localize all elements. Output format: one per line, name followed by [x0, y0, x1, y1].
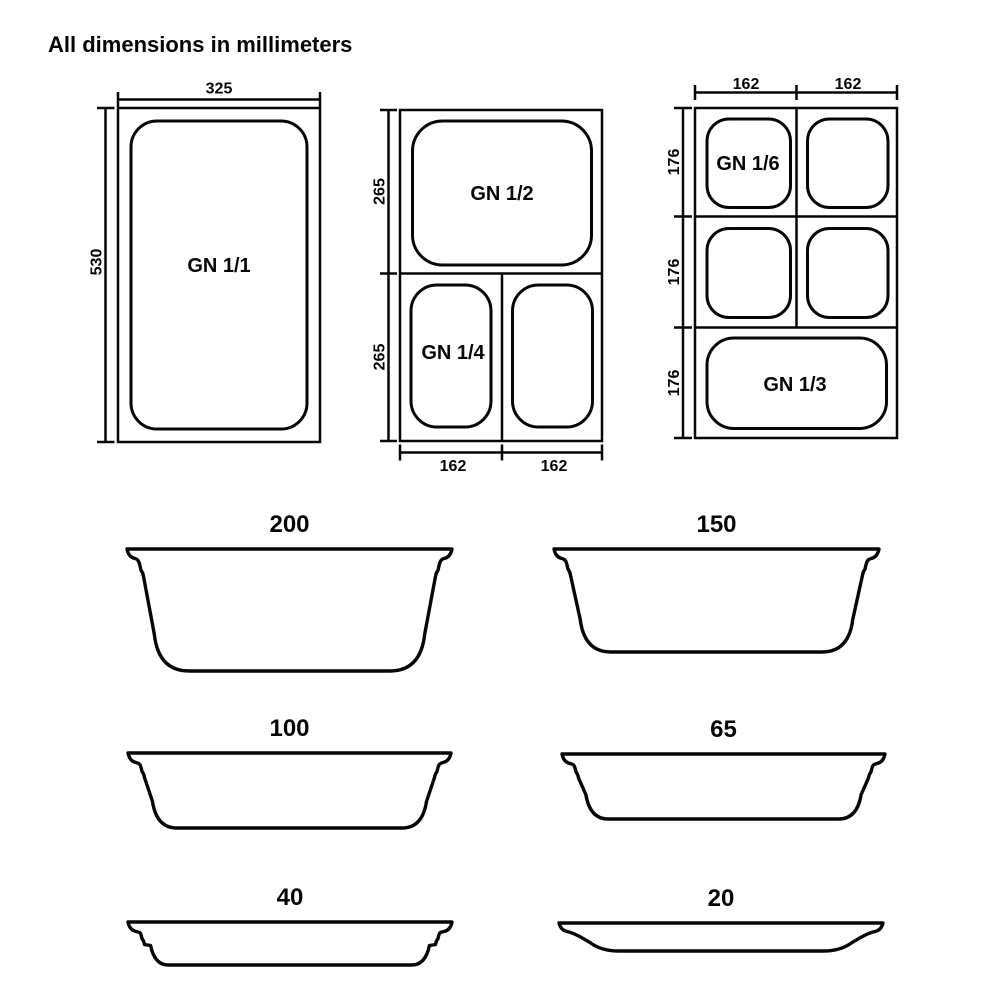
gn-half-right-width-dim-label: 162 — [540, 458, 568, 475]
pan-depth-label-0: 200 — [269, 511, 310, 538]
plan-view-gn-half-quarter — [372, 110, 603, 475]
depth-profiles-group — [127, 511, 885, 965]
pan-profile-4 — [128, 922, 452, 965]
gn-1-2-label: GN 1/2 — [470, 183, 534, 205]
plan-view-gn-sixth-third — [666, 76, 897, 438]
gn-1-6-pan-outline-mid-left — [707, 229, 791, 318]
gn-1-6-pan-outline-top-right — [808, 119, 889, 208]
gn-sixth-bottom-height-dim-label: 176 — [666, 369, 683, 397]
pan-profile-3 — [562, 754, 885, 819]
gn-half-lower-height-dim-label: 265 — [371, 343, 389, 371]
gn-1-4-label: GN 1/4 — [421, 342, 485, 364]
gn-1-6-pan-outline-mid-right — [808, 229, 889, 318]
gn-1-4-unlabeled-pan-outline — [513, 285, 593, 427]
pan-profile-2 — [128, 753, 451, 828]
gn-sixth-left-width-dim-label: 162 — [732, 76, 760, 93]
pan-profile-1 — [554, 549, 879, 652]
gn-1-1-label: GN 1/1 — [187, 255, 251, 277]
pan-depth-label-2: 100 — [269, 715, 310, 742]
pan-profile-0 — [127, 549, 452, 671]
gn-1-1-width-dim-label: 325 — [205, 80, 233, 98]
page-title: All dimensions in millimeters — [48, 32, 353, 57]
pan-depth-label-3: 65 — [710, 716, 737, 743]
gn-half-left-width-dim-label: 162 — [439, 458, 467, 475]
pan-depth-label-5: 20 — [707, 885, 735, 912]
gn-1-1-height-dim-label: 530 — [88, 248, 106, 276]
pan-depth-label-4: 40 — [276, 884, 304, 911]
pan-profile-5 — [559, 923, 883, 951]
gn-half-upper-height-dim-label: 265 — [371, 178, 389, 205]
gn-sixth-top-height-dim-label: 176 — [666, 148, 683, 176]
pan-depth-label-1: 150 — [696, 511, 737, 538]
gn-sixth-right-width-dim-label: 162 — [834, 76, 862, 93]
gn-sixth-mid-height-dim-label: 176 — [666, 258, 683, 286]
plan-view-gn-1-1 — [89, 81, 321, 443]
gn-1-3-label: GN 1/3 — [763, 374, 827, 396]
gn-1-6-label: GN 1/6 — [716, 153, 780, 175]
